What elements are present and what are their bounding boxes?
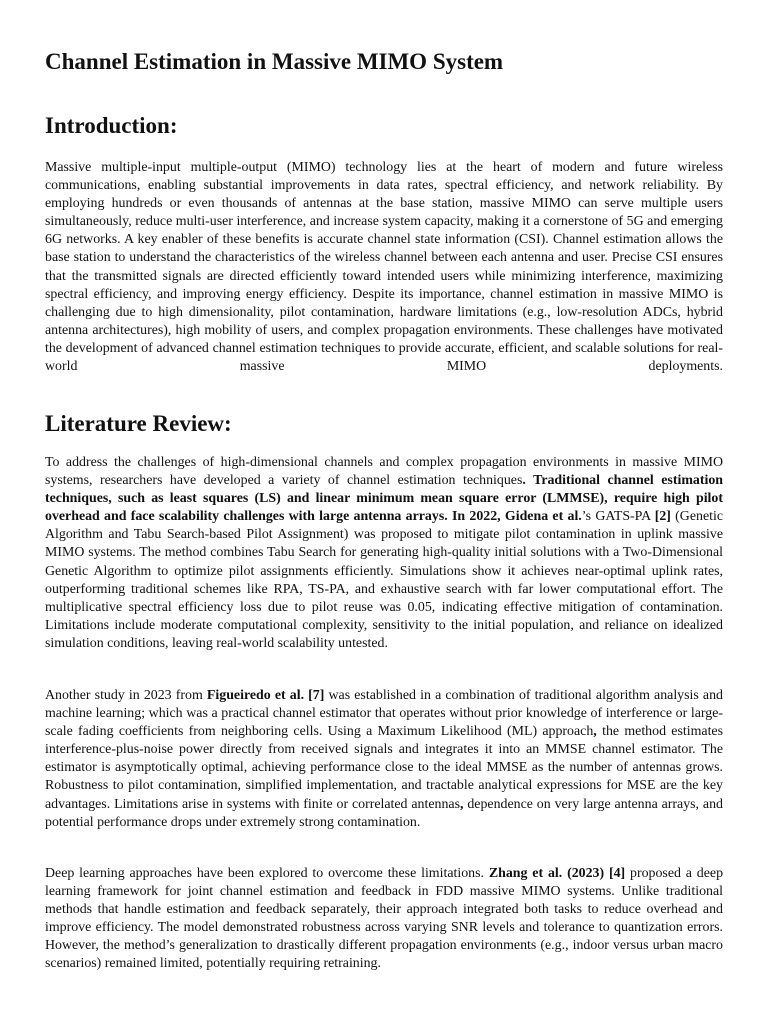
text-run: ’s GATS-PA [581,509,655,525]
literature-paragraph-3 [45,865,723,974]
author-citation: Figueiredo et al. [7] [206,688,325,703]
text-run: To address the challenges of high-dimensional channels and complex propagation environments in massive MIMO systems, researchers have developed a variety of channel estimation techniques [45,455,723,489]
author-citation: Zhang et al. (2023) [4] [488,866,626,881]
text-run: (Genetic Algorithm and Tabu Search-based Pilot Assignment) was proposed to mitigate pilot contamination in uplink massive MIMO systems. The method combines Tabu Search for generating high-quality initial solutions with a Two-Dimensional Genetic Algorithm to optimize pilot assignments efficiently. Simulations show it achieves near-optimal uplink rates, outperforming traditional schemes like RPA, TS-PA, and exhaustive search with far lower computational effort. The multiplicative spectral efficiency loss due to pilot reuse was 0.05, indicating effective mitigation of contamination. Limitations include moderate computational complexity, sensitivity to the initial population, and reliance on idealized simulation conditions, leaving real-world scalability untested. [45,509,723,651]
text-run: Deep learning approaches have been explored to overcome these limitations. [45,866,489,881]
text-run: Another study in 2023 from [45,688,207,703]
literature-paragraph-1 [45,454,723,653]
text-run-bold: . Traditional channel estimation techniques, such as least squares (LS) and linear minimum mean square error (LMMSE), require high pilot overhead and face scalability challenges with large antenna arrays. In 2022, [45,473,723,525]
text-run-bold: , [459,796,464,812]
reference-number: [2] [654,509,671,525]
introduction-heading: Introduction: [45,113,178,138]
introduction-paragraph: Massive multiple-input multiple-output (MIMO) technology lies at the heart of modern and future wireless communications, enabling substantial improvements in data rates, spectral efficiency, and network reliability. By employing hundreds or even thousands of antennas at the base station, massive MIMO can serve multiple users simultaneously, reduce multi-user interference, and increase system capacity, making it a cornerstone of 5G and emerging 6G networks. A key enabler of these benefits is accurate channel state information (CSI). Channel estimation allows the base station to understand the characteristics of the wireless channel between each antenna and user. Precise CSI ensures that the transmitted signals are directed efficiently toward intended users while minimizing interference, maximizing spectral efficiency, and improving energy efficiency. Despite its importance, channel estimation in massive MIMO is challenging due to high dimensionality, pilot contamination, hardware limitations (e.g., low-resolution ADCs, hybrid antenna architectures), high mobility of users, and complex propagation environments. These challenges have motivated the development of advanced channel estimation techniques to provide accurate, efficient, and scalable solutions for real-world massive MIMO deployments. [45,160,723,375]
literature-review-heading: Literature Review: [45,411,232,436]
text-run-bold: , [593,724,597,740]
text-run: was established in a combination of traditional algorithm analysis and machine learning; which was a practical channel estimator that operates without prior knowledge of interference or large-scale fading coefficients from neighboring cells. Using a Maximum Likelihood (ML) approach [45,688,723,740]
document-title: Channel Estimation in Massive MIMO System [45,49,504,74]
author-citation: Gidena et al. [504,509,582,525]
text-run: dependence on very large antenna arrays, and potential performance drops under extremely strong contamination. [45,796,723,830]
text-run: proposed a deep learning framework for joint channel estimation and feedback in FDD massive MIMO systems. Unlike traditional methods that handle estimation and feedback separately, their approach integrated both tasks to reduce overhead and improve efficiency. The model demonstrated robustness across varying SNR levels and tolerance to quantization errors. However, the method’s generalization to drastically different propagation environments (e.g., indoor versus urban macro scenarios) remained limited, potentially requiring retraining. [45,866,724,972]
literature-paragraph-2 [45,687,723,832]
text-run: the method estimates interference-plus-noise power directly from received signals and integrates it into an MMSE channel estimator. The estimator is asymptotically optimal, achieving performance close to the ideal MMSE as the number of antennas grows. Robustness to pilot contamination, simplified implementation, and tractable analytical expressions for MSE are the key advantages. Limitations arise in systems with finite or correlated antennas [45,724,723,812]
